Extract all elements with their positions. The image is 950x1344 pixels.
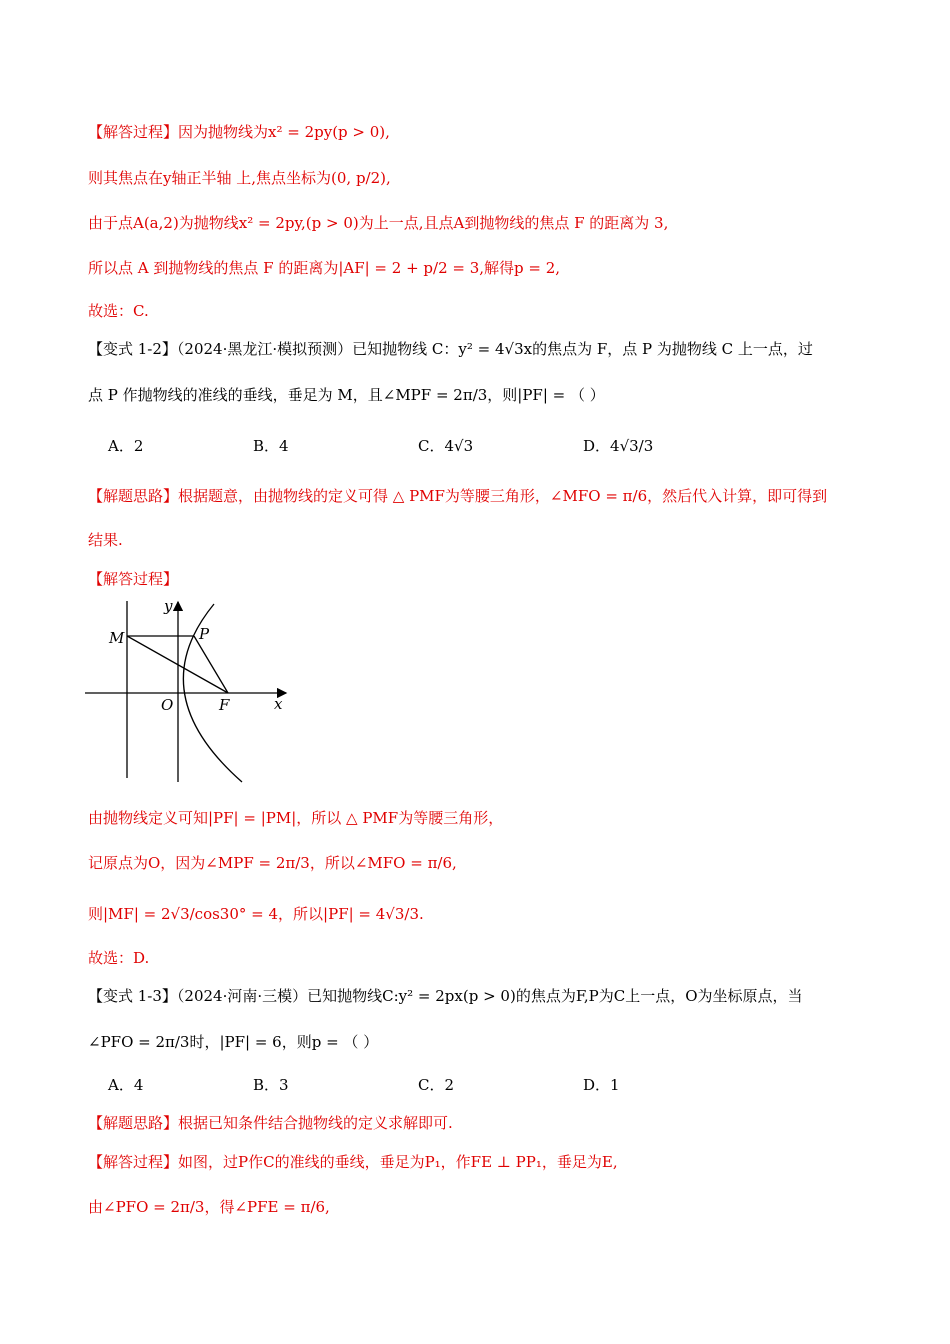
question2-line1: 【变式 1-2】（2024·黑龙江·模拟预测）已知抛物线 C：y² = 4√3x的焦点为 F，点 P 为抛物线 C 上一点，过 [88, 340, 813, 358]
segment-pf [194, 636, 228, 693]
solution2-answer: 故选：D. [88, 949, 150, 967]
label-m: M [109, 629, 125, 647]
question3-line2: ∠PFO = 2π/3时，|PF| = 6，则p = （ ） [88, 1033, 379, 1051]
solution1-line1: 【解答过程】因为抛物线为x² = 2py(p > 0), [88, 123, 390, 141]
solution2-step3: 则|MF| = 2√3/cos30° = 4，所以|PF| = 4√3/3. [88, 905, 424, 923]
question3-option-a: A．4 [108, 1076, 144, 1094]
solution2-step1: 由抛物线定义可知|PF| = |PM|，所以 △ PMF为等腰三角形， [88, 809, 504, 827]
solution2-step2: 记原点为O，因为∠MPF = 2π/3，所以∠MFO = π/6, [88, 854, 457, 872]
question2-option-d: D．4√3/3 [583, 437, 654, 455]
solution2-process-title: 【解答过程】 [88, 570, 179, 588]
solution3-line1: 【解答过程】如图，过P作C的准线的垂线，垂足为P₁，作FE ⊥ PP₁，垂足为E, [88, 1153, 618, 1171]
solution3-idea: 【解题思路】根据已知条件结合抛物线的定义求解即可. [88, 1114, 453, 1132]
solution1-answer: 故选：C. [88, 302, 149, 320]
label-o: O [161, 696, 174, 714]
solution1-line2: 则其焦点在y轴正半轴 上,焦点坐标为(0, p/2), [88, 169, 391, 187]
question2-option-c: C．4√3 [418, 437, 474, 455]
label-f: F [219, 696, 230, 714]
solution1-line3: 由于点A(a,2)为抛物线x² = 2py,(p > 0)为上一点,且点A到抛物线的焦点 F 的距离为 3, [88, 214, 669, 232]
question3-line1: 【变式 1-3】（2024·河南·三模）已知抛物线C:y² = 2px(p > 0)的焦点为F,P为C上一点，O为坐标原点，当 [88, 987, 803, 1005]
solution3-line2: 由∠PFO = 2π/3，得∠PFE = π/6, [88, 1198, 330, 1216]
solution1-line4: 所以点 A 到抛物线的焦点 F 的距离为|AF| = 2 + p/2 = 3,解得p = 2, [88, 259, 561, 277]
solution2-idea-line1: 【解题思路】根据题意，由抛物线的定义可得 △ PMF为等腰三角形，∠MFO = π/6，然后代入计算，即可得到 [88, 487, 828, 505]
label-y: y [164, 597, 173, 615]
question2-option-a: A．2 [108, 437, 144, 455]
label-x: x [274, 695, 283, 713]
parabola-figure [80, 596, 300, 788]
question2-line2: 点 P 作抛物线的准线的垂线，垂足为 M，且∠MPF = 2π/3，则|PF| = （ ） [88, 386, 605, 404]
question3-option-b: B．3 [253, 1076, 289, 1094]
label-p: P [199, 625, 210, 643]
question3-option-c: C．2 [418, 1076, 455, 1094]
question3-option-d: D．1 [583, 1076, 620, 1094]
solution2-idea-line2: 结果. [88, 531, 123, 549]
question2-option-b: B．4 [253, 437, 289, 455]
